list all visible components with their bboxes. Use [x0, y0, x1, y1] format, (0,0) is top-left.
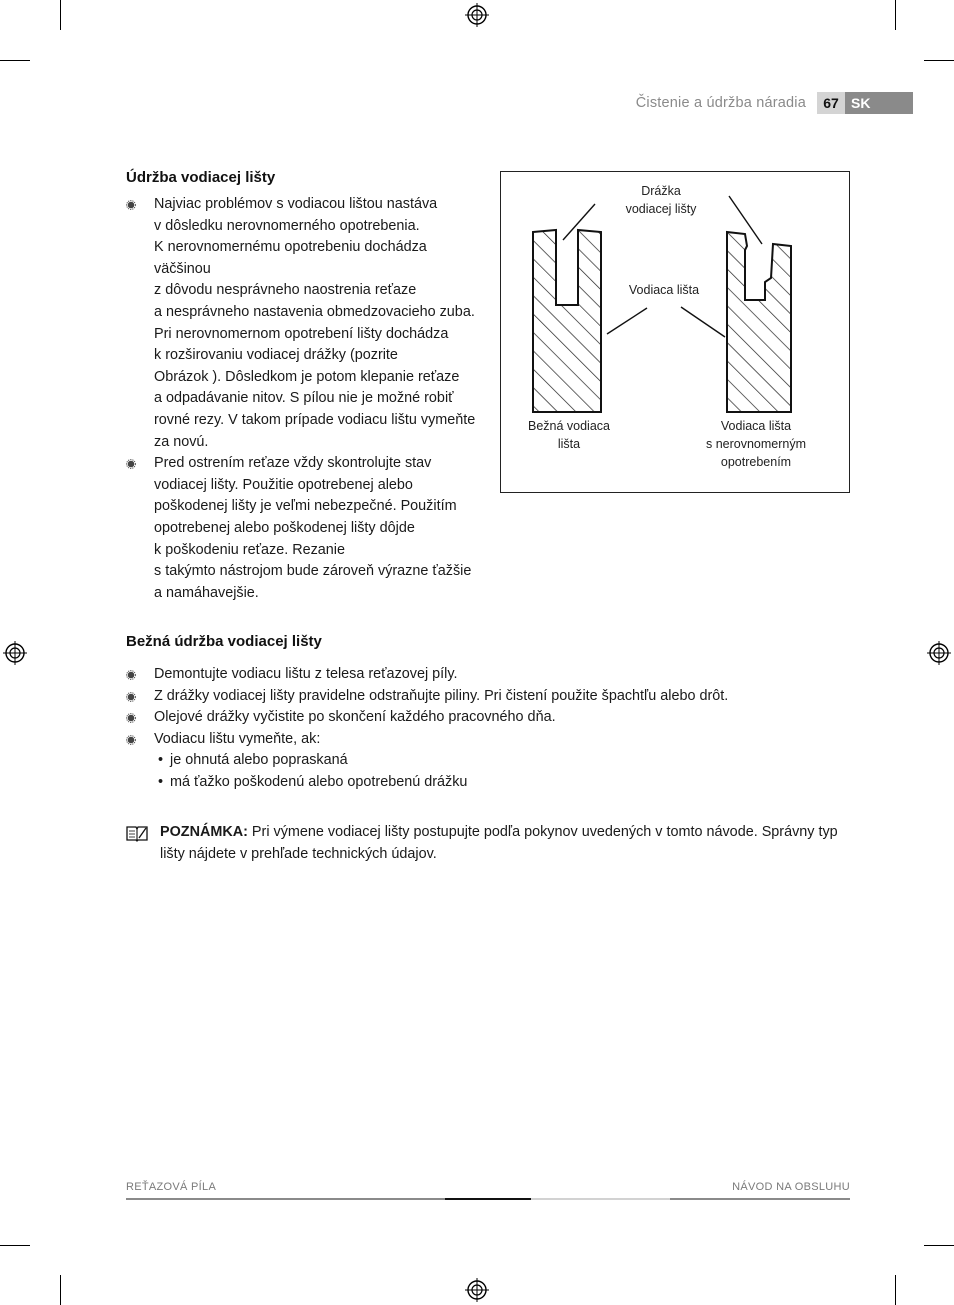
sub-list — [154, 750, 852, 793]
registration-mark-icon — [927, 641, 951, 665]
crop-mark — [924, 60, 954, 61]
text-line: a nesprávneho nastavenia obmedzovacieho zuba. — [154, 303, 475, 320]
crop-mark — [60, 0, 61, 30]
bullet-icon — [126, 459, 136, 469]
text-line: rovné rezy. V takom prípade vodiacu lištu vymeňte — [154, 411, 476, 428]
list-item — [126, 664, 852, 686]
note-text — [160, 822, 852, 865]
note-body: Pri výmene vodiacej lišty postupujte podľa pokynov uvedených v tomto návode. Správny typ lišty nájdete v prehľade technických údajov. — [160, 824, 838, 862]
text-line: Pri nerovnomernom opotrebení lišty dochádza — [154, 325, 449, 342]
text-line: za novú. — [154, 433, 209, 450]
list-item — [126, 194, 496, 453]
text-line: má ťažko poškodenú alebo opotrebenú drážku — [170, 773, 468, 790]
bullet-icon — [126, 692, 136, 702]
label-line: lišta — [557, 437, 581, 451]
text-line: k poškodeniu reťaze. Rezanie — [154, 541, 345, 558]
sub-list-item — [154, 750, 852, 772]
text-line: je ohnutá alebo popraskaná — [170, 752, 348, 769]
text-line: Z drážky vodiacej lišty pravidelne odstraňujte piliny. Pri čistení použite špachtľu alebo drôt. — [154, 687, 729, 704]
guide-bar-figure — [500, 171, 850, 493]
note-box — [126, 822, 852, 865]
section-heading: Údržba vodiacej lišty — [126, 169, 276, 186]
sub-bullet-dot: • — [158, 752, 164, 769]
label-line: vodiacej lišty — [625, 202, 697, 216]
text-line: Pred ostrením reťaze vždy skontrolujte stav — [154, 455, 432, 472]
label-guide-bar: Vodiaca lišta — [628, 283, 700, 297]
text-line: poškodenej lišty je veľmi nebezpečné. Použitím — [154, 498, 457, 515]
crop-mark — [895, 1275, 896, 1305]
text-line: vodiacej lišty. Použitie opotrebenej alebo — [154, 476, 413, 493]
footer-left: REŤAZOVÁ PÍLA — [126, 1181, 217, 1193]
registration-mark-icon — [3, 641, 27, 665]
footer-rule — [670, 1198, 850, 1200]
pointer-line — [681, 307, 725, 337]
footer-right: NÁVOD NA OBSLUHU — [732, 1181, 850, 1193]
header-section-title: Čistenie a údržba náradia — [635, 95, 806, 111]
label-worn-bar — [695, 417, 817, 471]
book-note-icon — [126, 824, 148, 842]
crop-mark — [0, 60, 30, 61]
footer-rule — [531, 1198, 670, 1200]
language-badge: SK — [845, 92, 913, 114]
list-item — [126, 729, 852, 794]
crop-mark — [60, 1275, 61, 1305]
label-line: Drážka — [641, 184, 681, 198]
text-line: K nerovnomernému opotrebeniu dochádza — [154, 239, 427, 256]
text-line: z dôvodu nesprávneho naostrenia reťaze — [154, 282, 417, 299]
label-groove — [611, 182, 711, 218]
list-item — [126, 707, 852, 729]
text-line: Najviac problémov s vodiacou lištou nastáva — [154, 196, 438, 212]
footer-rule — [445, 1198, 531, 1200]
section-heading: Bežná údržba vodiacej lišty — [126, 633, 322, 650]
registration-mark-icon — [465, 3, 489, 27]
text-line: v dôsledku nerovnomerného opotrebenia. — [154, 217, 420, 234]
footer-rule — [126, 1198, 445, 1200]
bullet-list — [126, 664, 852, 794]
label-line: Vodiaca lišta — [720, 419, 792, 433]
text-line: opotrebenej alebo poškodenej lišty dôjde — [154, 519, 415, 536]
bullet-icon — [126, 200, 136, 210]
crop-mark — [895, 0, 896, 30]
crop-mark — [924, 1245, 954, 1246]
text-line: Obrázok ). Dôsledkom je potom klepanie reťaze — [154, 368, 460, 385]
page-number: 67 — [817, 92, 845, 114]
bullet-icon — [126, 713, 136, 723]
bullet-icon — [126, 670, 136, 680]
text-line: Olejové drážky vyčistite po skončení každého pracovného dňa. — [154, 709, 556, 726]
bullet-list — [126, 194, 496, 604]
list-item — [126, 453, 496, 604]
normal-bar-shape — [533, 230, 601, 412]
bullet-icon — [126, 735, 136, 745]
text-line: Vodiacu lištu vymeňte, ak: — [154, 730, 321, 747]
note-label: POZNÁMKA: — [160, 824, 248, 840]
text-line: a odpadávanie nitov. S pílou nie je možné robiť — [154, 390, 454, 407]
registration-mark-icon — [465, 1278, 489, 1302]
list-item — [126, 686, 852, 708]
worn-bar-shape — [727, 232, 791, 412]
sub-bullet-dot: • — [158, 773, 164, 790]
text-line: Demontujte vodiacu lištu z telesa reťazovej píly. — [154, 666, 458, 682]
label-line: opotrebením — [720, 455, 792, 469]
pointer-line — [607, 308, 647, 334]
label-line: s nerovnomerným — [705, 437, 807, 451]
label-normal-bar — [515, 417, 623, 453]
label-line: Bežná vodiaca — [527, 419, 610, 433]
text-line: a namáhavejšie. — [154, 584, 259, 601]
text-line: s takýmto nástrojom bude zároveň výrazne ťažšie — [154, 563, 472, 580]
crop-mark — [0, 1245, 30, 1246]
sub-list-item — [154, 772, 852, 794]
text-line: k rozširovaniu vodiacej drážky (pozrite — [154, 347, 398, 364]
text-line: väčšinou — [154, 260, 211, 277]
